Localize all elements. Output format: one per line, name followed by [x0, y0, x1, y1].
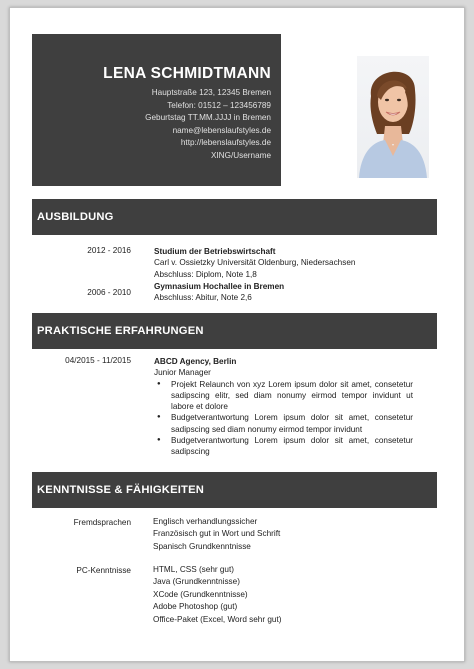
- pc-skill-item: HTML, CSS (sehr gut): [153, 565, 234, 574]
- contact-website: http://lebenslaufstyles.de: [180, 138, 271, 148]
- section-education-title: AUSBILDUNG: [32, 199, 437, 235]
- language-item: Spanisch Grundkenntnisse: [153, 541, 251, 551]
- experience-bullet: ● Projekt Relaunch von xyz Lorem ipsum dolor sit amet, consetetur sadipscing elitr, sed diam nonumy eirmod tempor invidunt ut labore et dolore: [154, 379, 413, 413]
- language-item: Englisch verhandlungssicher: [153, 517, 258, 526]
- education-entry-1: [154, 246, 355, 280]
- pc-skill-item: Java (Grundkenntnisse): [153, 577, 240, 587]
- education-title-2: Gymnasium Hochallee in Bremen: [154, 282, 285, 291]
- education-line: Carl v. Ossietzky Universität Oldenburg, Niedersachsen: [154, 258, 356, 268]
- experience-company: ABCD Agency, Berlin: [154, 357, 237, 366]
- contact-xing: XING/Username: [210, 150, 271, 160]
- section-skills-title: KENNTNISSE & FÄHIGKEITEN: [32, 472, 437, 508]
- skills-pc-label: PC-Kenntnisse: [76, 566, 131, 575]
- education-line: Abschluss: Diplom, Note 1,8: [154, 269, 257, 279]
- section-experience-title: PRAKTISCHE ERFAHRUNGEN: [32, 313, 437, 349]
- pc-skill-item: XCode (Grundkenntnisse): [153, 589, 248, 599]
- cv-page: [9, 7, 465, 662]
- experience-entry: [154, 356, 413, 458]
- education-date-2: 2006 - 2010: [87, 288, 131, 297]
- portrait-photo: [357, 56, 429, 178]
- applicant-name: LENA SCHMIDTMANN: [103, 65, 271, 82]
- experience-bullet: ● Budgetverantwortung Lorem ipsum dolor sit amet, consetetur sadipscing: [154, 435, 413, 458]
- experience-date: 04/2015 - 11/2015: [65, 356, 131, 365]
- education-entry-2: [154, 281, 284, 304]
- education-date-1: 2012 - 2016: [87, 246, 131, 255]
- header-box: [32, 34, 281, 186]
- experience-bullet: ● Budgetverantwortung Lorem ipsum dolor sit amet, consetetur sadipscing sed diam nonumy eirmod tempor invidunt: [154, 412, 413, 435]
- experience-role: Junior Manager: [154, 368, 211, 378]
- education-title-1: Studium der Betriebswirtschaft: [154, 247, 276, 256]
- contact-address: Hauptstraße 123, 12345 Bremen: [151, 88, 271, 97]
- skills-pc-list: [153, 564, 281, 626]
- contact-birthday: Geburtstag TT.MM.JJJJ in Bremen: [145, 113, 271, 123]
- contact-email: name@lebenslaufstyles.de: [172, 125, 271, 135]
- skills-languages-list: [153, 516, 280, 553]
- education-line: Abschluss: Abitur, Note 2,6: [154, 293, 252, 303]
- pc-skill-item: Office-Paket (Excel, Word sehr gut): [153, 614, 282, 624]
- portrait-icon: [357, 56, 429, 178]
- language-item: Französisch gut in Wort und Schrift: [153, 529, 281, 539]
- contact-phone: Telefon: 01512 – 123456789: [167, 100, 271, 110]
- skills-languages-label: Fremdsprachen: [73, 518, 131, 527]
- pc-skill-item: Adobe Photoshop (gut): [153, 602, 238, 612]
- experience-bullets: [154, 379, 413, 458]
